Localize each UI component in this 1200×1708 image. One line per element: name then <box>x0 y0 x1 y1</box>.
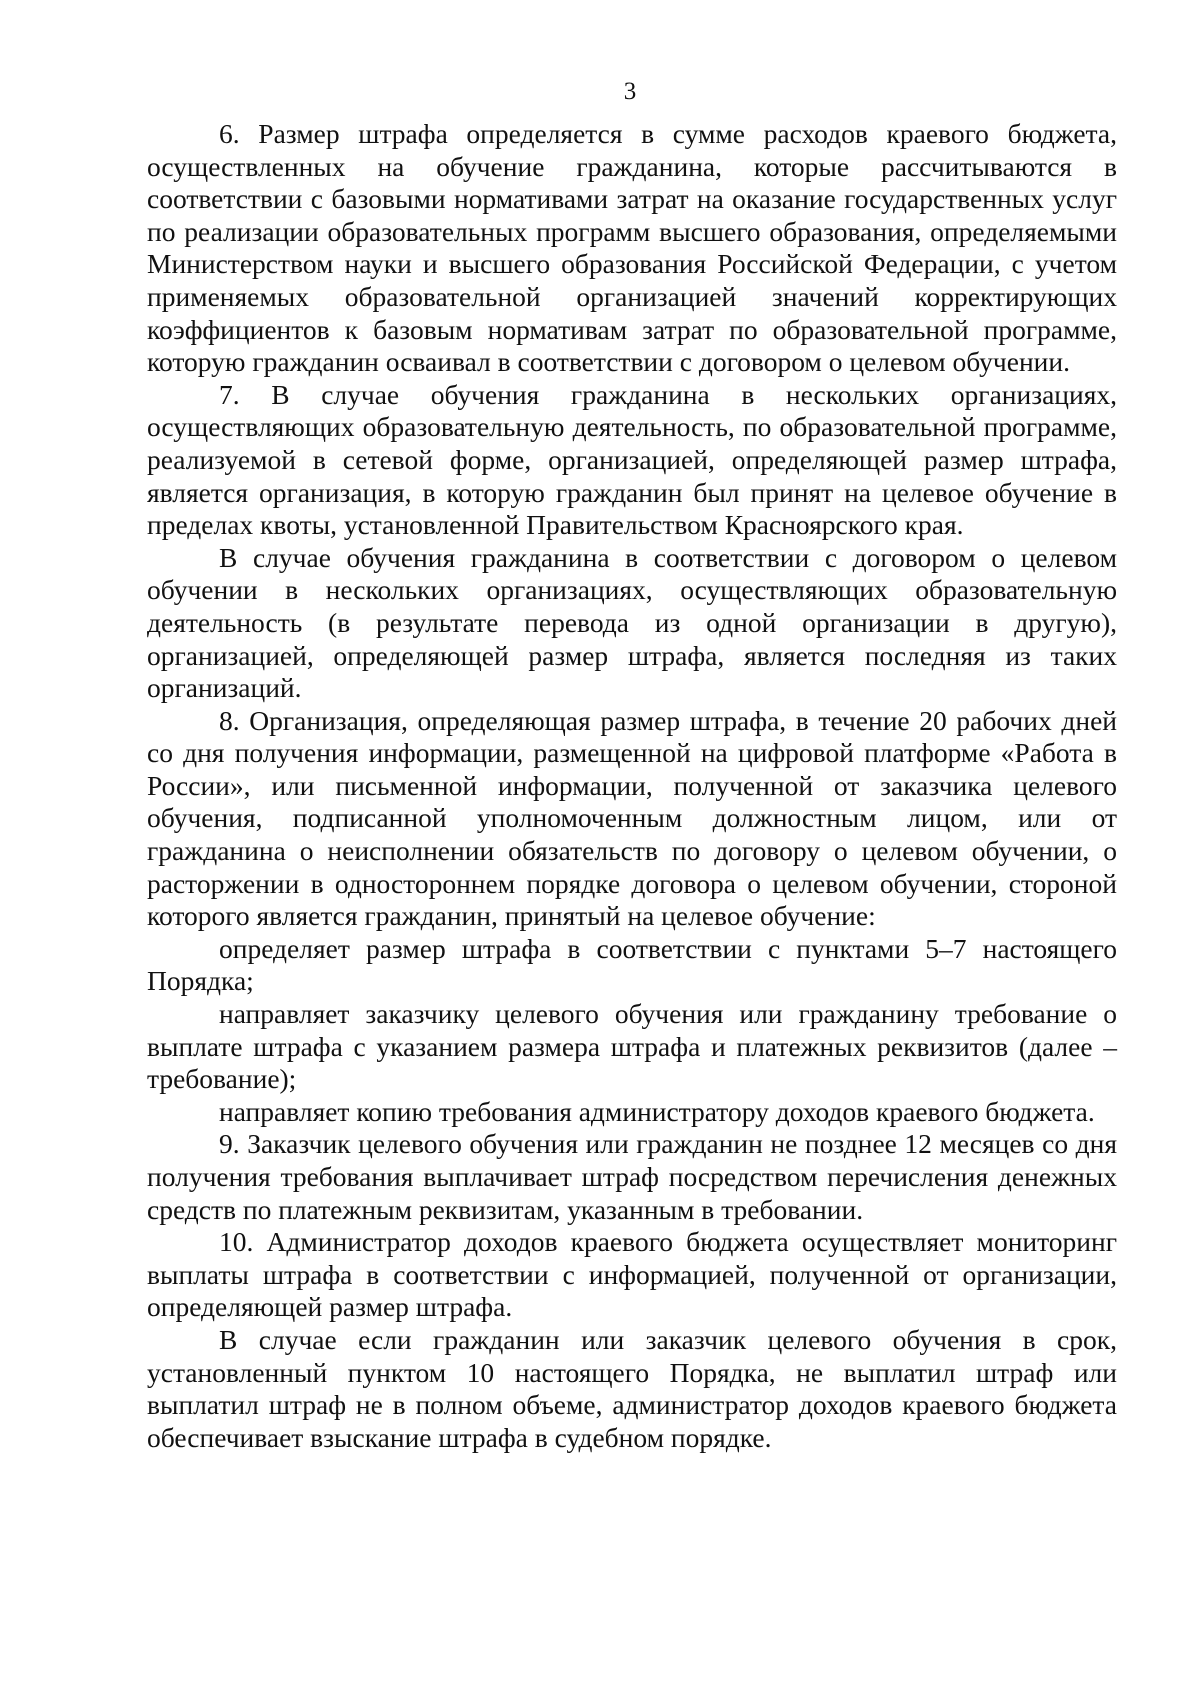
paragraph-8-item-2: направляет заказчику целевого обучения или гражданину требование о выплате штрафа с указанием размера штрафа и платежных реквизитов (далее – требование); <box>147 998 1117 1095</box>
paragraph-9: 9. Заказчик целевого обучения или гражданин не позднее 12 месяцев со дня получения требования выплачивает штраф посредством перечисления денежных средств по платежным реквизитам, указанным в требовании. <box>147 1128 1117 1225</box>
paragraph-7-continued: В случае обучения гражданина в соответствии с договором о целевом обучении в нескольких организациях, осуществляющих образовательную деятельность (в результате перевода из одной организации в другую), организацией, определяющей размер штрафа, является последняя из таких организаций. <box>147 541 1117 704</box>
paragraph-8-item-1: определяет размер штрафа в соответствии с пунктами 5–7 настоящего Порядка; <box>147 932 1117 997</box>
paragraph-8: 8. Организация, определяющая размер штрафа, в течение 20 рабочих дней со дня получения информации, размещенной на цифровой платформе «Работа в России», или письменной информации, полученной от заказчика целевого обучения, подписанной уполномоченным должностным лицом, или от гражданина о неисполнении обязательств по договору о целевом обучении, о расторжении в одностороннем порядке договора о целевом обучении, стороной которого является гражданин, принятый на целевое обучение: <box>147 704 1117 932</box>
document-body <box>147 118 1117 1454</box>
paragraph-8-item-3: направляет копию требования администратору доходов краевого бюджета. <box>219 1095 1095 1127</box>
paragraph-7: 7. В случае обучения гражданина в нескольких организациях, осуществляющих образовательную деятельность, по образовательной программе, реализуемой в сетевой форме, организацией, определяющей размер штрафа, является организация, в которую гражданин был принят на целевое обучение в пределах квоты, установленной Правительством Красноярского края. <box>147 378 1117 541</box>
page-number: 3 <box>623 78 637 105</box>
paragraph-10: 10. Администратор доходов краевого бюджета осуществляет мониторинг выплаты штрафа в соответствии с информацией, полученной от организации, определяющей размер штрафа. <box>147 1226 1117 1323</box>
paragraph-6: 6. Размер штрафа определяется в сумме расходов краевого бюджета, осуществленных на обучение гражданина, которые рассчитываются в соответствии с базовыми нормативами затрат на оказание государственных услуг по реализации образовательных программ высшего образования, определяемыми Министерством науки и высшего образования Российской Федерации, с учетом применяемых образовательной организацией значений корректирующих коэффициентов к базовым нормативам затрат по образовательной программе, которую гражданин осваивал в соответствии с договором о целевом обучении. <box>147 118 1117 378</box>
paragraph-10-continued: В случае если гражданин или заказчик целевого обучения в срок, установленный пунктом 10 настоящего Порядка, не выплатил штраф или выплатил штраф не в полном объеме, администратор доходов краевого бюджета обеспечивает взыскание штрафа в судебном порядке. <box>147 1323 1117 1453</box>
